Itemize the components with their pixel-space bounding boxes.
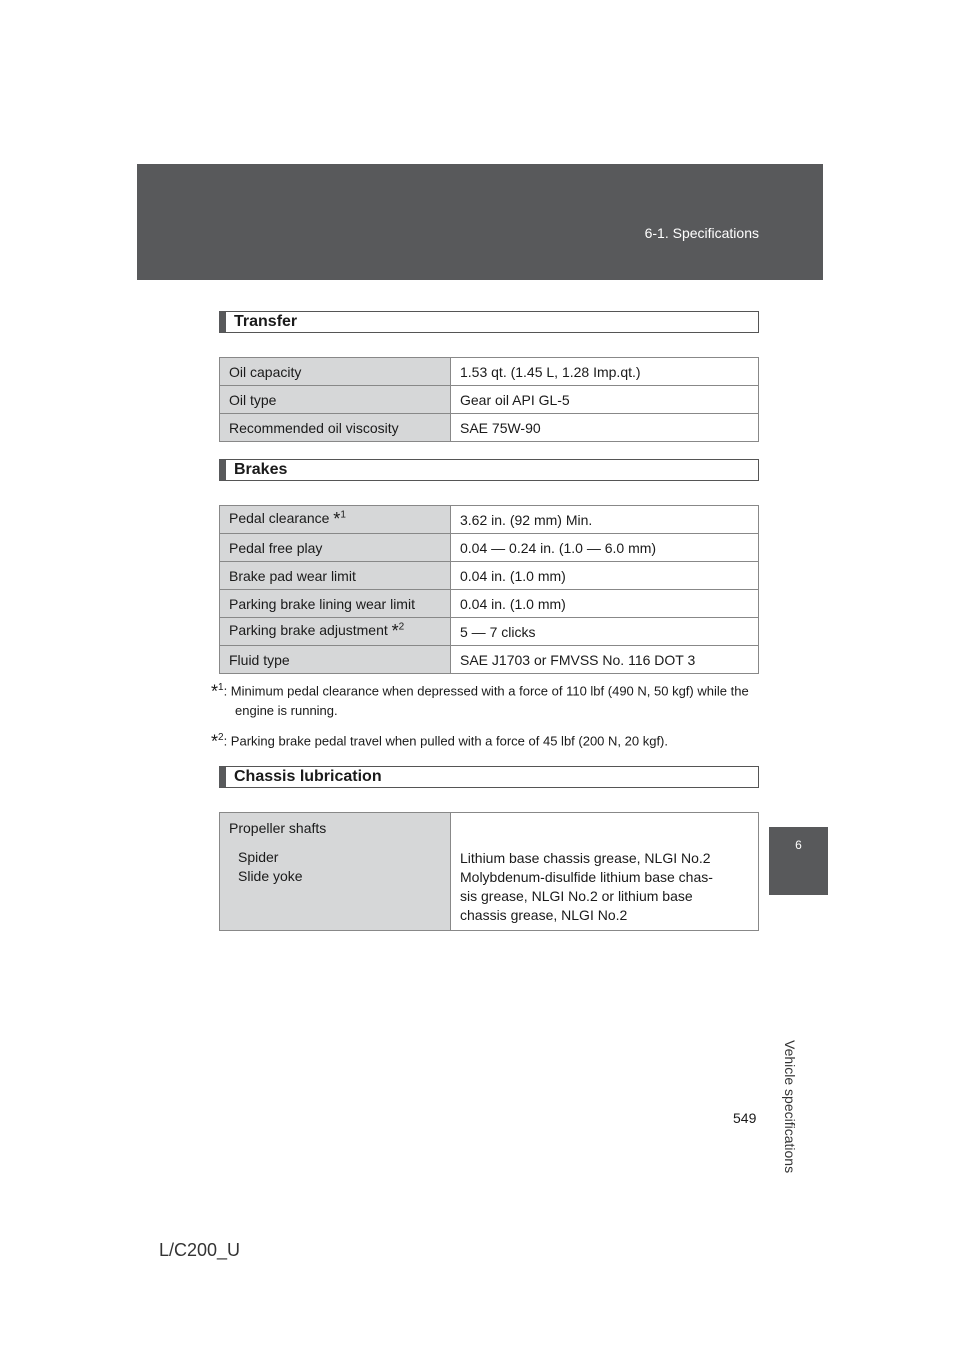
- label-text: Pedal clearance: [229, 510, 334, 526]
- spec-value: 0.04 — 0.24 in. (1.0 — 6.0 mm): [451, 534, 759, 562]
- spec-label: Oil type: [220, 386, 451, 414]
- table-row: [220, 590, 759, 618]
- chapter-number: 6: [795, 838, 802, 852]
- label-text: Propeller shafts: [229, 819, 327, 836]
- spec-value: 1.53 qt. (1.45 L, 1.28 Imp.qt.): [451, 358, 759, 386]
- value-line: sis grease, NLGI No.2 or lithium base: [460, 887, 693, 904]
- footnote-mark: 1: [218, 682, 224, 693]
- spec-value: Gear oil API GL-5: [451, 386, 759, 414]
- footnote-star: *: [211, 681, 219, 702]
- table-row: [220, 812, 759, 930]
- footnote: [211, 678, 759, 720]
- sub-item: Spider: [238, 848, 279, 865]
- table-row: [220, 386, 759, 414]
- spec-label: Brake pad wear limit: [220, 562, 451, 590]
- sub-item: Slide yoke: [238, 867, 303, 884]
- spec-label: Pedal free play: [220, 534, 451, 562]
- table-row: [220, 414, 759, 442]
- spec-value: SAE 75W-90: [451, 414, 759, 442]
- spec-value: 3.62 in. (92 mm) Min.: [451, 506, 759, 534]
- table-row: [220, 358, 759, 386]
- transfer-table: [219, 357, 759, 442]
- value-line: Molybdenum-disulfide lithium base chas-: [460, 868, 713, 885]
- spec-label: Fluid type: [220, 646, 451, 674]
- footnote-star: *: [211, 731, 219, 752]
- chapter-tab[interactable]: [769, 827, 828, 895]
- page-number: 549: [733, 1110, 757, 1126]
- table-row: [220, 562, 759, 590]
- footnote-text: : Parking brake pedal travel when pulled with a force of 45 lbf (200 N, 20 kgf).: [223, 733, 668, 749]
- footnote: [211, 728, 759, 751]
- label-text: Parking brake adjustment: [229, 622, 392, 638]
- spec-value: [451, 812, 759, 930]
- footnote-mark: 2: [218, 732, 224, 744]
- spec-value: SAE J1703 or FMVSS No. 116 DOT 3: [451, 646, 759, 674]
- header-band: [137, 164, 823, 280]
- page-content: [211, 311, 759, 931]
- spec-value: 0.04 in. (1.0 mm): [451, 590, 759, 618]
- brakes-footnotes: [211, 678, 759, 752]
- spec-value: 0.04 in. (1.0 mm): [451, 562, 759, 590]
- table-row: [220, 506, 759, 534]
- footnote-star: *: [333, 509, 341, 529]
- footnote-mark: 1: [340, 509, 346, 521]
- spec-value: 5 — 7 clicks: [451, 618, 759, 646]
- chassis-heading: Chassis lubrication: [219, 766, 759, 788]
- spec-label: Recommended oil viscosity: [220, 414, 451, 442]
- footnote-text: : Minimum pedal clearance when depressed with a force of 110 lbf (490 N, 50 kgf) while the engine is running.: [223, 683, 749, 719]
- spec-label: Parking brake lining wear limit: [220, 590, 451, 618]
- brakes-heading: Brakes: [219, 459, 759, 481]
- chassis-table: [219, 812, 759, 931]
- section-title: 6-1. Specifications: [644, 225, 759, 241]
- chapter-label: Vehicle specifications: [782, 1040, 798, 1174]
- footnote-star: *: [391, 621, 399, 641]
- brakes-table: [219, 505, 759, 674]
- table-row: [220, 646, 759, 674]
- table-row: [220, 618, 759, 646]
- value-line: Lithium base chassis grease, NLGI No.2: [460, 849, 711, 866]
- spec-label: [220, 618, 451, 646]
- footnote-mark: 2: [398, 621, 405, 633]
- spec-label: Oil capacity: [220, 358, 451, 386]
- table-row: [220, 534, 759, 562]
- transfer-heading: Transfer: [219, 311, 759, 333]
- spec-label: [220, 812, 451, 930]
- value-line: chassis grease, NLGI No.2: [460, 906, 628, 923]
- spec-label: [220, 506, 451, 534]
- model-code: L/C200_U: [159, 1240, 241, 1260]
